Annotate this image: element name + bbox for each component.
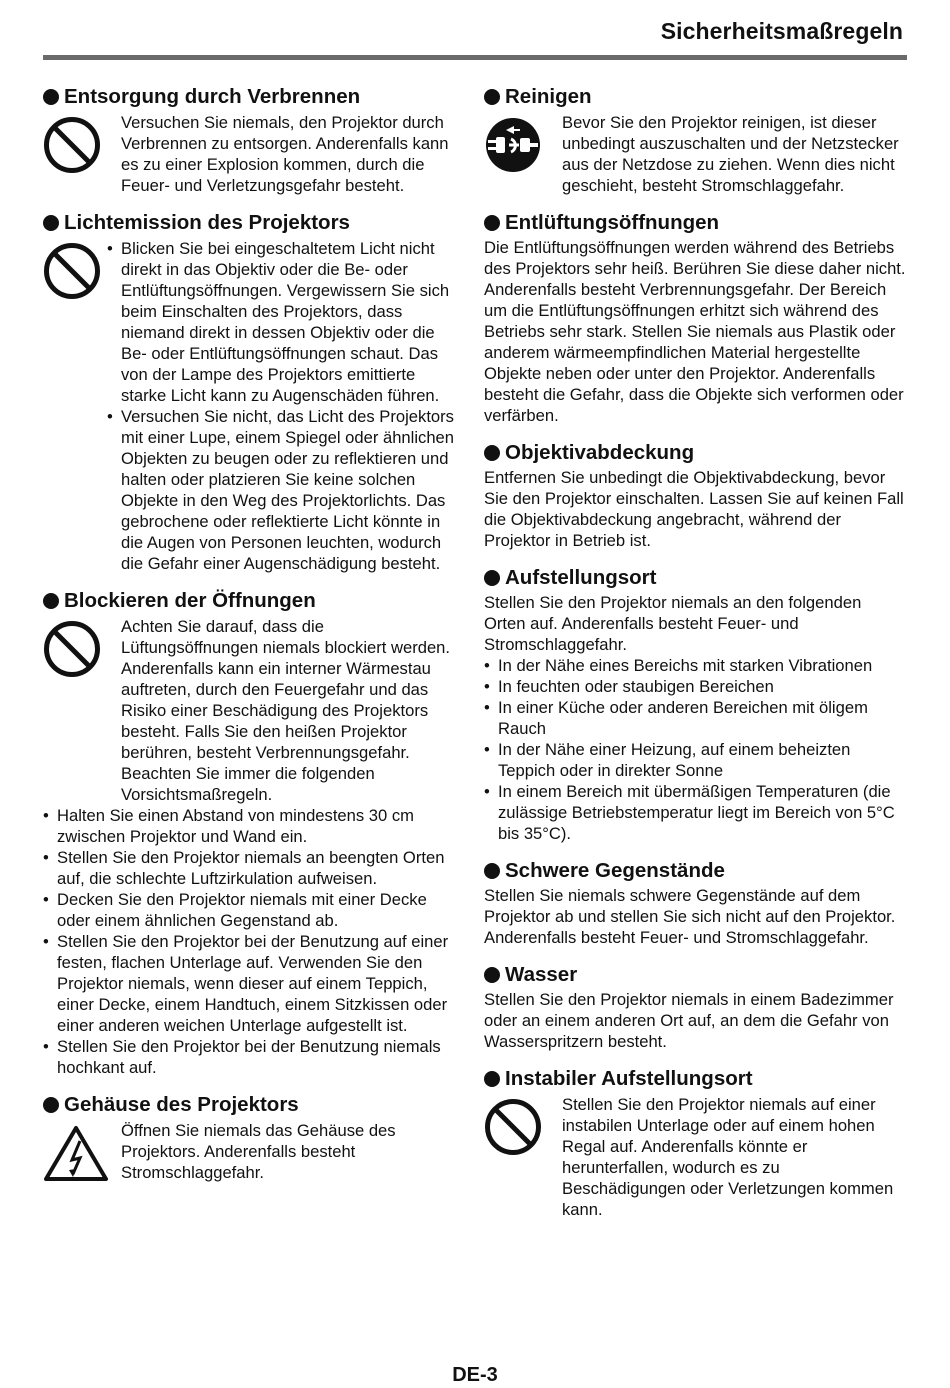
electric-shock-warning-icon: [43, 1124, 109, 1182]
section-text: Stellen Sie den Projektor niemals auf einer instabilen Unterlage oder auf einem hohen Regal auf. Anderenfalls könnte er herunterfallen, wodurch es zu Beschädigungen oder Verletzungen kommen kann.: [562, 1095, 894, 1219]
prohibition-icon: [484, 1098, 542, 1156]
section-text: Öffnen Sie niemals das Gehäuse des Projektors. Anderenfalls besteht Stromschlaggefahr.: [121, 1121, 396, 1182]
list-item: • Blicken Sie bei eingeschaltetem Licht nicht direkt in das Objektiv oder die Be- oder Entlüftungsöffnungen. Vergewissern Sie sich beim Einschalten des Projektors, dass niemand direkt in dessen Objektiv oder die Be- oder Entlüftungsöffnungen schaut. Das von der Lampe des Projektors emittierte starke Licht kann zu Augenschäden führen.: [107, 238, 461, 406]
section-aufstellungsort: [484, 565, 906, 844]
section-title: Entlüftungsöffnungen: [484, 210, 906, 236]
list-item: • Stellen Sie den Projektor bei der Benutzung niemals hochkant auf.: [43, 1036, 461, 1078]
list-item: • In einer Küche oder anderen Bereichen mit öligem Rauch: [484, 697, 906, 739]
section-blockieren: [43, 588, 461, 1078]
section-text: Bevor Sie den Projektor reinigen, ist dieser unbedingt auszuschalten und der Netzstecker aus der Netzdose zu ziehen. Wenn dies nicht geschieht, besteht Stromschlaggefahr.: [562, 113, 899, 195]
bullet-dot-icon: [484, 570, 500, 586]
section-wasser: [484, 962, 906, 1052]
right-column: [484, 84, 906, 1234]
section-text: Entfernen Sie unbedingt die Objektivabdeckung, bevor Sie den Projektor einschalten. Lassen Sie auf keinen Fall die Objektivabdeckung angebracht, während der Projektor in Betrieb ist.: [484, 468, 904, 550]
bullet-dot-icon: [43, 215, 59, 231]
list-item: • Stellen Sie den Projektor niemals an beengten Orten auf, die schlechte Luftzirkulation aufweisen.: [43, 847, 461, 889]
section-instabiler-aufstellungsort: [484, 1066, 906, 1220]
list-item: • Versuchen Sie nicht, das Licht des Projektors mit einer Lupe, einem Spiegel oder ähnlichen Objekten zu beugen oder zu reflektieren und halten oder platzieren Sie keine solchen Objekte in den Weg des Projektorlichts. Das gebrochene oder reflektierte Licht könnte in die Augen von Personen leuchten, wodurch die Gefahr einer Augenschädigung besteht.: [107, 406, 461, 574]
bullet-dot-icon: [43, 89, 59, 105]
section-title: Lichtemission des Projektors: [43, 210, 461, 236]
section-text: Stellen Sie den Projektor niemals an den folgenden Orten auf. Anderenfalls besteht Feuer- und Stromschlaggefahr.: [484, 593, 862, 654]
section-title: Wasser: [484, 962, 906, 988]
section-lichtemission: [43, 210, 461, 574]
bullet-dot-icon: [484, 89, 500, 105]
bullet-dot-icon: [484, 445, 500, 461]
section-text: Achten Sie darauf, dass die Lüftungsöffnungen niemals blockiert werden. Anderenfalls kann ein interner Wärmestau auftreten, durch den Feuergefahr und das Risiko einer Beschädigung des Projektors besteht. Falls Sie den heißen Projektor berühren, besteht Verbrennungsgefahr. Beachten Sie immer die folgenden Vorsichtsmaßregeln.: [121, 617, 451, 804]
page-header-title: Sicherheitsmaßregeln: [660, 18, 903, 44]
section-text: Stellen Sie den Projektor niemals in einem Badezimmer oder an einem anderen Ort auf, an dem die Gefahr von Wasserspritzern besteht.: [484, 990, 894, 1051]
bullet-dot-icon: [484, 1071, 500, 1087]
bullet-dot-icon: [484, 215, 500, 231]
list-item: • In der Nähe einer Heizung, auf einem beheizten Teppich oder in direkter Sonne: [484, 739, 906, 781]
section-title: Schwere Gegenstände: [484, 858, 906, 884]
prohibition-icon: [43, 620, 101, 678]
list-item: • In feuchten oder staubigen Bereichen: [484, 676, 906, 697]
section-entsorgung: [43, 84, 461, 196]
section-entlueftung: [484, 210, 906, 426]
section-objektivabdeckung: [484, 440, 906, 551]
bullet-list: [484, 655, 906, 844]
unplug-icon: [484, 116, 542, 174]
section-reinigen: [484, 84, 906, 196]
prohibition-icon: [43, 242, 101, 300]
section-title: Aufstellungsort: [484, 565, 906, 591]
bullet-list: [107, 238, 461, 574]
section-title: Entsorgung durch Verbrennen: [43, 84, 461, 110]
section-text: Die Entlüftungsöffnungen werden während des Betriebs des Projektors sehr heiß. Berühren Sie diese daher nicht. Anderenfalls besteht Verbrennungsgefahr. Der Bereich um die Entlüftungsöffnungen erhitzt sich während des Betriebs sehr stark. Stellen Sie niemals aus Plastik oder anderem wärmeempfindlichen Material hergestellte Objekte neben oder unter den Projektor. Anderenfalls besteht die Gefahr, dass die Objekte sich verformen oder verfärben.: [484, 238, 906, 425]
list-item: • Stellen Sie den Projektor bei der Benutzung auf einer festen, flachen Unterlage auf. Verwenden Sie den Projektor niemals, wenn dieser auf einem Teppich, einer Decke, einem Handtuch, einem Sitzkissen oder einer anderen weichen Unterlage aufgestellt ist.: [43, 931, 461, 1036]
section-text: Versuchen Sie niemals, den Projektor durch Verbrennen zu entsorgen. Anderenfalls kann es zu einer Explosion kommen, durch die Feuer- und Verletzungsgefahr besteht.: [121, 113, 449, 195]
section-title: Instabiler Aufstellungsort: [484, 1066, 906, 1092]
bullet-list: [43, 805, 461, 1078]
section-gehaeuse: [43, 1092, 461, 1183]
prohibition-icon: [43, 116, 101, 174]
header-rule: [43, 55, 907, 60]
left-column: [43, 84, 461, 1197]
section-title: Objektivabdeckung: [484, 440, 906, 466]
list-item: • Halten Sie einen Abstand von mindestens 30 cm zwischen Projektor und Wand ein.: [43, 805, 461, 847]
section-title: Blockieren der Öffnungen: [43, 588, 461, 614]
page-number: DE-3: [452, 1364, 498, 1386]
bullet-dot-icon: [43, 1097, 59, 1113]
bullet-dot-icon: [484, 967, 500, 983]
bullet-dot-icon: [484, 863, 500, 879]
section-schwere-gegenstaende: [484, 858, 906, 948]
list-item: • Decken Sie den Projektor niemals mit einer Decke oder einem ähnlichen Gegenstand ab.: [43, 889, 461, 931]
list-item: • In der Nähe eines Bereichs mit starken Vibrationen: [484, 655, 906, 676]
bullet-dot-icon: [43, 593, 59, 609]
section-title: Reinigen: [484, 84, 906, 110]
section-text: Stellen Sie niemals schwere Gegenstände auf dem Projektor ab und stellen Sie sich nicht auf den Projektor. Anderenfalls besteht Feuer- und Stromschlaggefahr.: [484, 886, 896, 947]
section-title: Gehäuse des Projektors: [43, 1092, 461, 1118]
list-item: • In einem Bereich mit übermäßigen Temperaturen (die zulässige Betriebstemperatur liegt im Bereich von 5°C bis 35°C).: [484, 781, 906, 844]
